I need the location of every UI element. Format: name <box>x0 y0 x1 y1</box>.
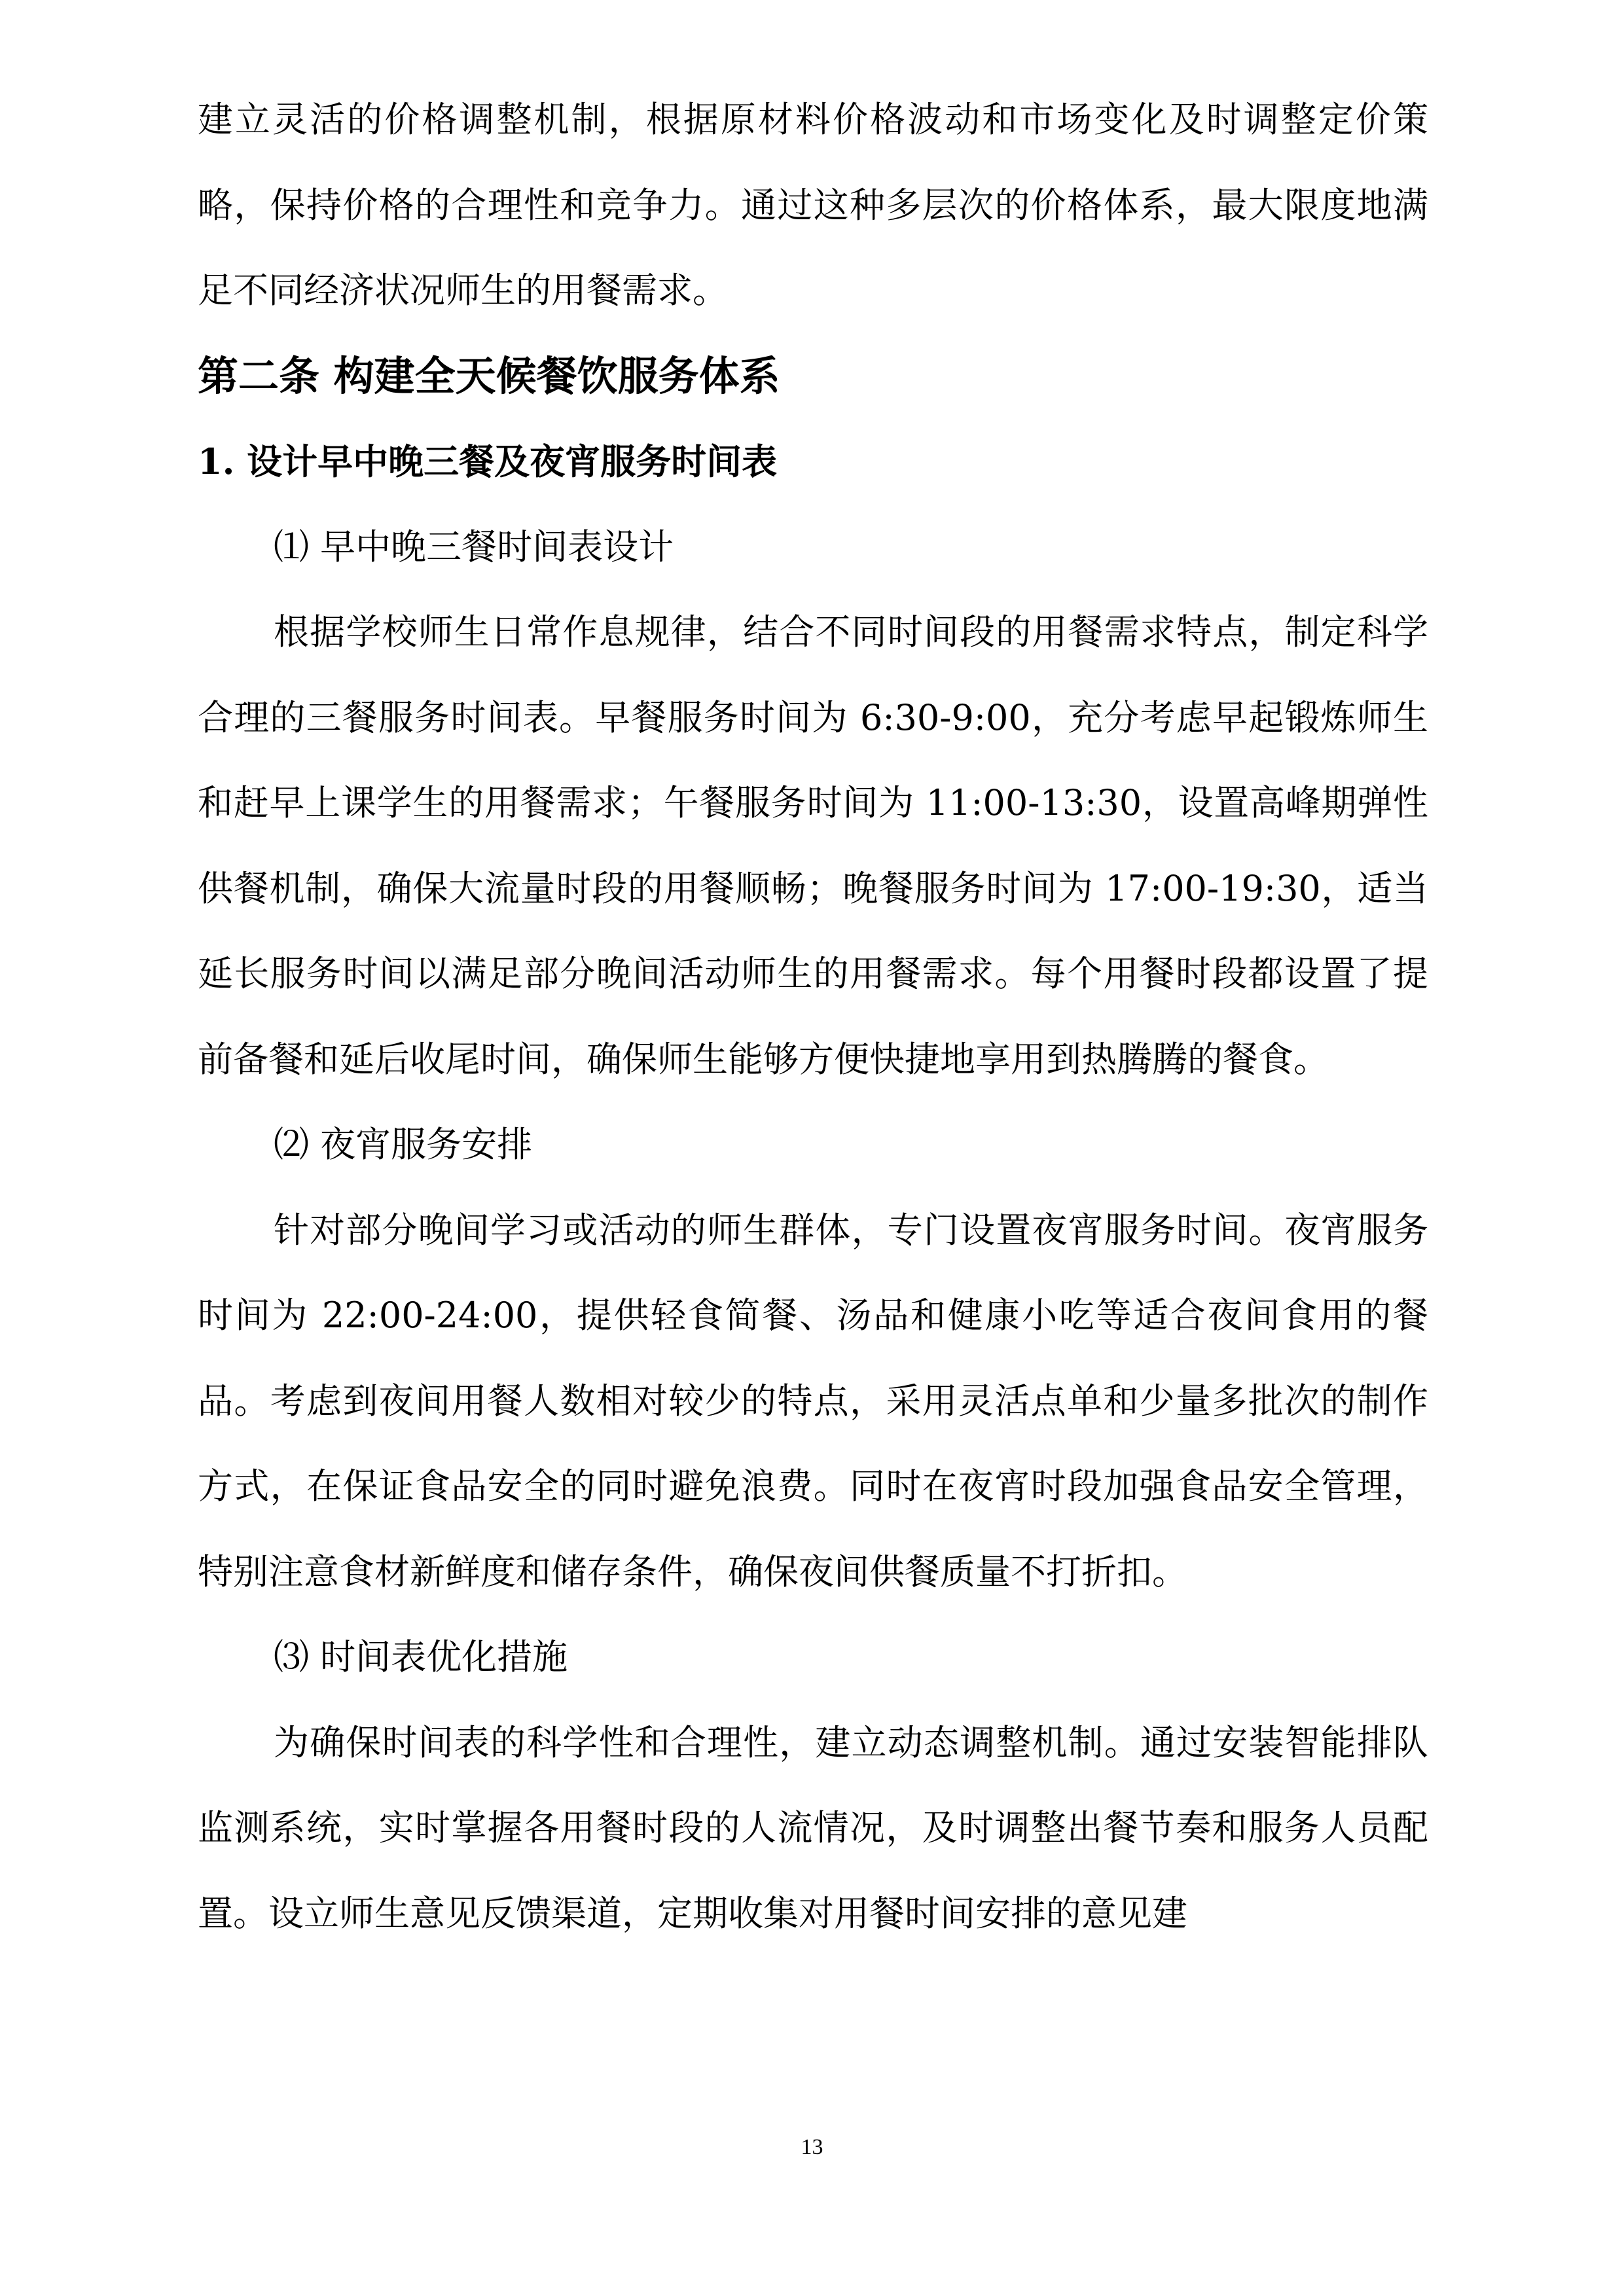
section-body-optimization: 为确保时间表的科学性和合理性，建立动态调整机制。通过安装智能排队监测系统，实时掌握各用餐时段的人流情况，及时调整出餐节奏和服务人员配置。设立师生意见反馈渠道，定期收集对用餐时间安排的意见建 <box>198 1721 1428 1934</box>
section-body-late-night: 针对部分晚间学习或活动的师生群体，专门设置夜宵服务时间。夜宵服务时间为 22:00-24:00，提供轻食简餐、汤品和健康小吃等适合夜间食用的餐品。考虑到夜间用餐人数相对较少的特点，采用灵活点单和少量多批次的制作方式，在保证食品安全的同时避免浪费。同时在夜宵时段加强食品安全管理，特别注意食材新鲜度和储存条件，确保夜间供餐质量不打折扣。 <box>198 1209 1428 1592</box>
document-page <box>198 77 1428 1956</box>
item-heading: 1. 设计早中晚三餐及夜宵服务时间表 <box>198 440 778 482</box>
page-number: 13 <box>801 2135 823 2159</box>
section-body-breakfast-lunch-dinner: 根据学校师生日常作息规律，结合不同时间段的用餐需求特点，制定科学合理的三餐服务时间表。早餐服务时间为 6:30-9:00，充分考虑早起锻炼师生和赶早上课学生的用餐需求；午餐服务时间为 11:00-13:30，设置高峰期弹性供餐机制，确保大流量时段的用餐顺畅；晚餐服务时间为 17:00-19:30，适当延长服务时间以满足部分晚间活动师生的用餐需求。每个用餐时段都设置了提前备餐和延后收尾时间，确保师生能够方便快捷地享用到热腾腾的餐食。 <box>198 611 1428 1080</box>
continuation-paragraph: 建立灵活的价格调整机制，根据原材料价格波动和市场变化及时调整定价策略，保持价格的合理性和竞争力。通过这种多层次的价格体系，最大限度地满足不同经济状况师生的用餐需求。 <box>198 99 1428 311</box>
section-heading-breakfast-lunch-dinner: ⑴ 早中晚三餐时间表设计 <box>274 526 674 567</box>
section-heading-late-night: ⑵ 夜宵服务安排 <box>274 1124 533 1165</box>
article-heading: 第二条 构建全天候餐饮服务体系 <box>198 351 780 400</box>
section-heading-optimization: ⑶ 时间表优化措施 <box>274 1636 568 1677</box>
